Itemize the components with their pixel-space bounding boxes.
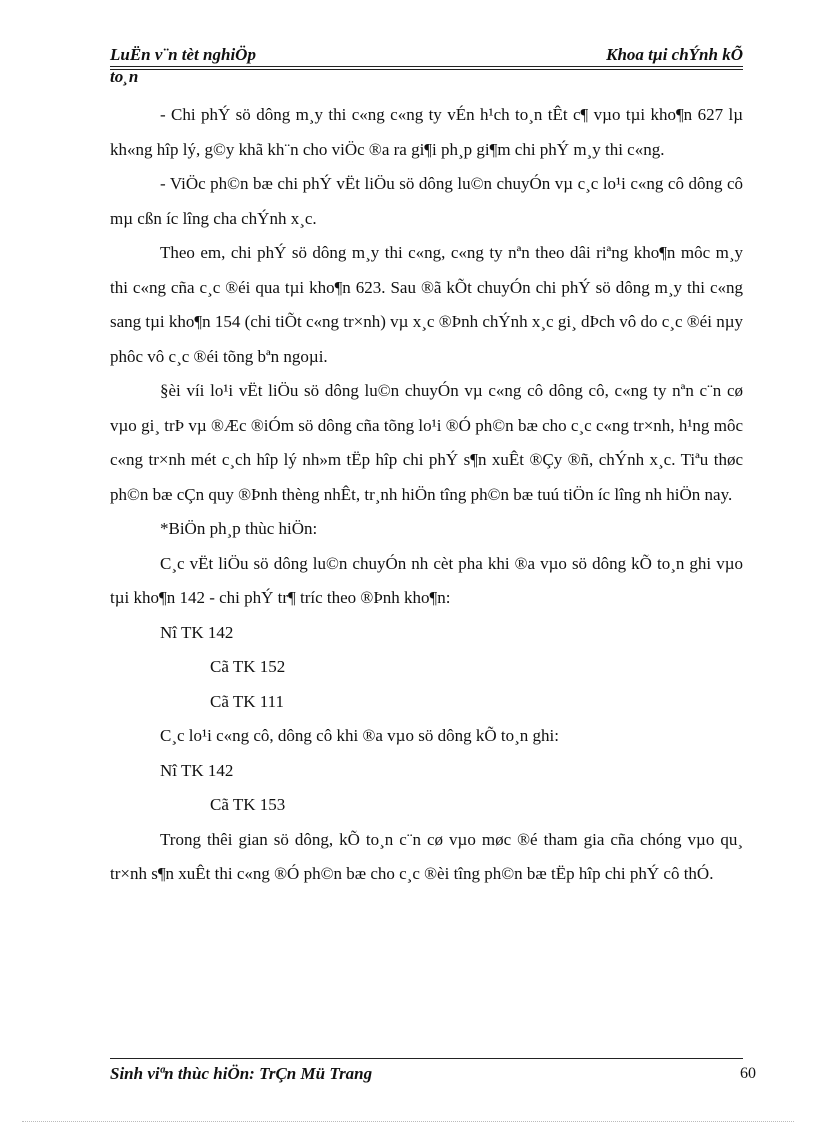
paragraph-machine-costs: - Chi phÝ sö dông m¸y thi c«ng c«ng ty vÉn h¹ch to¸n tÊt c¶ vµo tµi kho¶n 627 lµ kh«ng hîp lý, g©y khã kh¨n cho viÖc ®a ra gi¶i ph¸p gi¶m chi phÝ m¸y thi c«ng. [110, 105, 743, 159]
page-edge-dotted-line [22, 1121, 794, 1122]
paragraph-tools-allocation: §èi víi lo¹i vËt liÖu sö dông lu©n chuyÓn vµ c«ng cô dông cô, c«ng ty nªn c¨n cø vµo gi¸ trÞ vµ ®Æc ®iÓm sö dông cña tõng lo¹i ®Ó ph©n bæ cho c¸c c«ng tr×nh, h¹ng môc c«ng tr×nh mét c¸ch hîp lý nh»m tËp hîp chi phÝ s¶n xuÊt ®Çy ®ñ, chÝnh x¸c. Tiªu thøc ph©n bæ cÇn quy ®Þnh thèng nhÊt, tr¸nh hiÖn tîng ph©n bæ tuú tiÖn íc lîng nh hiÖn nay. [110, 381, 743, 504]
header-thesis-label-continued: to¸n [110, 67, 139, 86]
paragraph-rotating-materials: C¸c vËt liÖu sö dông lu©n chuyÓn nh cèt pha khi ®a vµo sö dông kÕ to¸n ghi vµo tµi kho¶n 142 - chi phÝ tr¶ tríc theo ®Þnh kho¶n: [110, 553, 743, 607]
journal-credit-entry: Cã TK 111 [210, 691, 284, 711]
footer-divider [110, 1058, 743, 1059]
paragraph-proposal: Theo em, chi phÝ sö dông m¸y thi c«ng, c«ng ty nªn theo dâi riªng kho¶n môc m¸y thi c«ng cña c¸c ®éi qua tµi kho¶n 623. Sau ®ã kÕt chuyÓn chi phÝ sö dông m¸y thi c«ng sang tµi kho¶n 154 (chi tiÕt c«ng tr×nh) vµ x¸c ®Þnh chÝnh x¸c gi¸ dÞch vô do c¸c ®éi nµy phôc vô c¸c ®éi tõng bªn ngoµi. [110, 243, 743, 366]
journal-credit-entry: Cã TK 153 [210, 795, 286, 814]
header-divider [110, 66, 743, 67]
header-department: Khoa tµi chÝnh kÕ [606, 45, 743, 64]
document-body [110, 98, 743, 892]
journal-credit-entry: Cã TK 152 [210, 657, 286, 676]
header-divider-thin [110, 69, 743, 70]
paragraph-material-allocation: - ViÖc ph©n bæ chi phÝ vËt liÖu sö dông lu©n chuyÓn vµ c¸c lo¹i c«ng cô dông cô mµ cßn íc lîng cha chÝnh x¸c. [110, 174, 743, 228]
paragraph-tools-recording: C¸c lo¹i c«ng cô, dông cô khi ®a vµo sö dông kÕ to¸n ghi: [160, 726, 559, 745]
journal-debit-entry: Nî TK 142 [160, 622, 234, 642]
paragraph-implementation-heading: *BiÖn ph¸p thùc hiÖn: [160, 519, 318, 538]
paragraph-usage-period: Trong thêi gian sö dông, kÕ to¸n c¨n cø vµo møc ®é tham gia cña chóng vµo qu¸ tr×nh s¶n xuÊt thi c«ng ®Ó ph©n bæ cho c¸c ®èi tîng ph©n bæ tËp hîp chi phÝ cô thÓ. [110, 829, 743, 883]
header-thesis-label: LuËn v¨n tèt nghiÖp [110, 45, 256, 64]
journal-debit-entry: Nî TK 142 [160, 760, 234, 780]
page-number: 60 [740, 1065, 756, 1082]
footer-author: Sinh viªn thùc hiÖn: TrÇn Mü Trang [110, 1064, 373, 1083]
